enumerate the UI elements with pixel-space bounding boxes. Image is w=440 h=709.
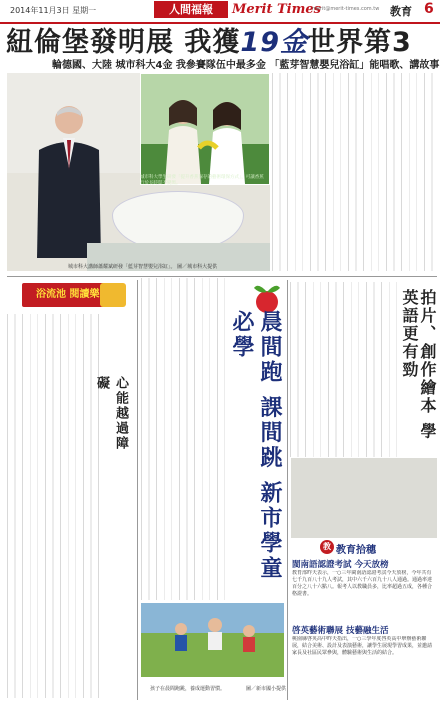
headline-part2: 世界第3: [307, 27, 412, 58]
edu-news-label: 教育拾穗: [336, 545, 376, 556]
school-article-title: 晨間跑 課間跳 新市學童必學: [229, 310, 282, 582]
text-lines: [272, 73, 437, 271]
news-item: [292, 624, 434, 698]
caption-main-photo: 城市科大講師蕭耀斌研發「藍芽智慧嬰兒浴缸」。 圖／城市科大提供: [68, 264, 218, 270]
man-figure: [29, 98, 107, 258]
edu-icon: 教: [320, 540, 334, 554]
photo-students-bananas: [140, 73, 270, 185]
photo-credit: 圖／新市國小提供: [246, 686, 287, 692]
news-body: 教育部昨天表示，一○三年閩南語認證考試今天放榜，今年共有七千九百八十九人考試，其中六千六百九十八人通過。通過率達百分之八十六點八。報考人以教職員多，比率超過五成，各種合格證書。: [292, 570, 433, 597]
running-kids: [141, 603, 284, 677]
text-lines: [7, 314, 103, 698]
divider: [7, 276, 437, 277]
article-invention-body: [272, 73, 437, 271]
news-headline: 啓英藝術聯展 技藝融生活: [292, 626, 389, 636]
issue-date: 2014年11月3日 星期一: [10, 6, 97, 15]
headline-emphasis: 19金: [240, 27, 308, 58]
headline-part1: 紐倫堡發明展 我獲: [6, 27, 241, 58]
news-item: [292, 558, 434, 610]
divider: [287, 280, 288, 700]
column-title: 心能越過障礙: [94, 376, 128, 451]
photo-children-running: [141, 603, 284, 677]
article-english-body: [290, 282, 402, 457]
article-column-body: [7, 284, 133, 698]
paper-name-en: Merit Times: [232, 2, 321, 17]
page-number: 6: [424, 1, 434, 17]
column-banner-label: 浴流池 閱讀樂: [36, 289, 100, 300]
news-headline: 閩南語認證考試 今天放榜: [292, 560, 389, 570]
caption-running-photo: 孩子在晨間跑跳，養成運動習慣。: [150, 686, 226, 692]
edu-news-badge: [320, 540, 402, 554]
caption-inset-photo: 城市科大學生研發「提升香蕉保存的藝術環保方式」，可讓香蕉行於長時間不變黑。: [140, 175, 264, 186]
baby-bathtub: [112, 191, 244, 251]
paper-logo: 人間福報: [154, 1, 228, 18]
book-icon: [100, 283, 126, 307]
text-lines: [141, 278, 225, 600]
main-headline: [6, 20, 436, 59]
divider: [137, 280, 138, 700]
news-body: 桃園縣啓英高中昨天指出，一○三學年度啓英高中舉辦藝術聯展，結合美術、設計及表演藝術，讓學生展現學習成果，並邀請家長及社區民眾參與，體驗藝術與生活的結合。: [292, 636, 433, 656]
english-article-title: 拍片、創作繪本 學英語更有勁: [400, 289, 437, 441]
photo-classroom: [291, 458, 437, 538]
text-lines: [290, 282, 402, 457]
sub-headline: 輪德國、大陸 城市科大4金 我參賽隊伍中最多金 「藍芽智慧嬰兒浴缸」能唱歌、講故事: [52, 60, 440, 71]
students-figures: [141, 74, 269, 184]
sprout-icon: [252, 278, 282, 314]
paper-url: merit@merit-times.com.tw: [312, 6, 380, 12]
section-name: 教育: [390, 5, 412, 18]
article-school-body: [141, 278, 225, 600]
